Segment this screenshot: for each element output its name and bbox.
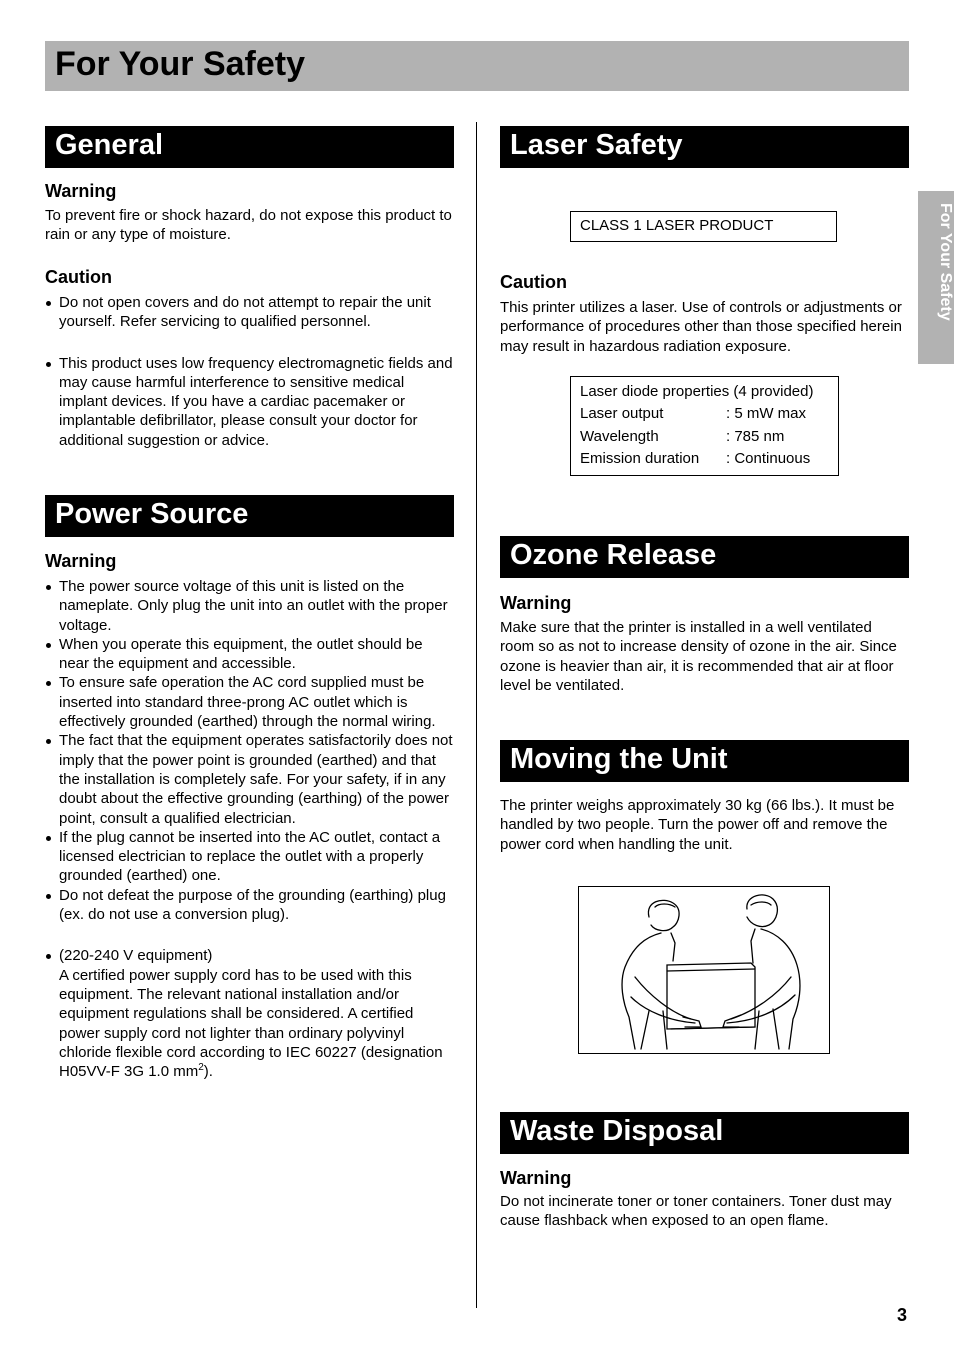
power-warning-list <box>45 577 454 1081</box>
moving-section-header <box>500 740 909 782</box>
laser-caution-title: Caution <box>500 272 567 292</box>
power-warning-title: Warning <box>45 551 117 571</box>
laser-properties-box <box>570 376 839 476</box>
eu-superscript: 2 <box>198 1062 204 1074</box>
laser-prop-row <box>580 403 838 425</box>
laser-prop-row <box>580 448 838 470</box>
general-warning-text: To prevent fire or shock hazard, do not expose this product to rain or any type of moisture. <box>45 207 452 244</box>
general-caution-list <box>45 293 454 450</box>
laser-section-header <box>500 126 909 168</box>
list-item: The fact that the equipment operates satisfactorily does not imply that the power point is grounded (earthed) and that the installation is completely safe. For your safety, if in any doubt about the effective grounding (earthing) of the power point, consult a qualified electrician. <box>45 731 454 827</box>
laser-heading: Laser Safety <box>510 129 683 161</box>
waste-heading: Waste Disposal <box>510 1115 724 1147</box>
list-item: The power source voltage of this unit is listed on the nameplate. Only plug the unit into an outlet with the proper voltage. <box>45 577 454 635</box>
ozone-heading: Ozone Release <box>510 539 717 571</box>
list-item: To ensure safe operation the AC cord supplied must be inserted into standard three-prong AC outlet which is effectively grounded (earthed) through the normal wiring. <box>45 673 454 731</box>
list-item: When you operate this equipment, the outlet should be near the equipment and accessible. <box>45 635 454 674</box>
general-section-header <box>45 126 454 168</box>
laser-props-title: Laser diode properties (4 provided) <box>580 383 814 400</box>
ozone-section-header <box>500 536 909 578</box>
list-item: Do not open covers and do not attempt to repair the unit yourself. Refer servicing to qualified personnel. <box>45 293 454 332</box>
prop-key: Laser output <box>580 405 664 423</box>
list-item-eu <box>45 946 454 1081</box>
waste-warning-title: Warning <box>500 1168 572 1188</box>
ozone-text: Make sure that the printer is installed in a well ventilated room so as not to increase density of ozone in the air. Since ozone is heavier than air, it is recommended that air at floor level be ventilated. <box>500 619 897 694</box>
waste-text: Do not incinerate toner or toner containers. Toner dust may cause flashback when exposed to an open flame. <box>500 1193 892 1230</box>
list-item: This product uses low frequency electromagnetic fields and may cause harmful interference to sensitive medical implant devices. If you have a cardiac pacemaker or implantable defibrillator, please consult your doctor for additional suggestion or advice. <box>45 354 454 450</box>
page-title-bar <box>45 41 909 91</box>
eu-text: A certified power supply cord has to be used with this equipment. The relevant national installation and/or equipment regulations shall be considered. A certified power supply cord not lighter than ordinary polyvinyl chloride flexible cord according to IEC 60227 (designation H05VV-F 3G 1.0 mm <box>59 966 443 1081</box>
prop-key: Wavelength <box>580 427 659 445</box>
laser-class-box: CLASS 1 LASER PRODUCT <box>570 211 837 242</box>
moving-text: The printer weighs approximately 30 kg (66 lbs.). It must be handled by two people. Turn the power off and remove the power cord when handling the unit. <box>500 797 895 853</box>
prop-value: : 5 mW max <box>726 405 807 423</box>
side-tab <box>918 191 954 364</box>
page-number: 3 <box>897 1305 908 1325</box>
column-divider <box>476 122 477 1308</box>
prop-key: Emission duration <box>580 449 700 467</box>
prop-value: : Continuous <box>726 449 811 467</box>
eu-text-end: ). <box>203 1063 213 1081</box>
side-tab-label: For Your Safety <box>937 203 954 321</box>
ozone-warning-title: Warning <box>500 593 572 613</box>
power-heading: Power Source <box>55 498 249 530</box>
laser-prop-row <box>580 426 838 448</box>
moving-heading: Moving the Unit <box>510 743 728 775</box>
laser-caution-text: This printer utilizes a laser. Use of controls or adjustments or performance of procedures other than those specified herein may result in hazardous radiation exposure. <box>500 299 902 355</box>
list-item: If the plug cannot be inserted into the AC outlet, contact a licensed electrician to replace the outlet with a properly grounded (earthed) one. <box>45 828 454 886</box>
general-caution-title: Caution <box>45 267 112 287</box>
power-section-header <box>45 495 454 537</box>
list-item: Do not defeat the purpose of the grounding (earthing) plug (ex. do not use a conversion plug). <box>45 886 454 925</box>
general-warning-title: Warning <box>45 181 117 201</box>
eu-label: (220-240 V equipment) <box>59 947 213 965</box>
page-title: For Your Safety <box>55 45 306 83</box>
two-people-lifting-illustration <box>578 886 830 1054</box>
waste-section-header <box>500 1112 909 1154</box>
general-heading: General <box>55 129 163 161</box>
prop-value: : 785 nm <box>726 427 785 445</box>
